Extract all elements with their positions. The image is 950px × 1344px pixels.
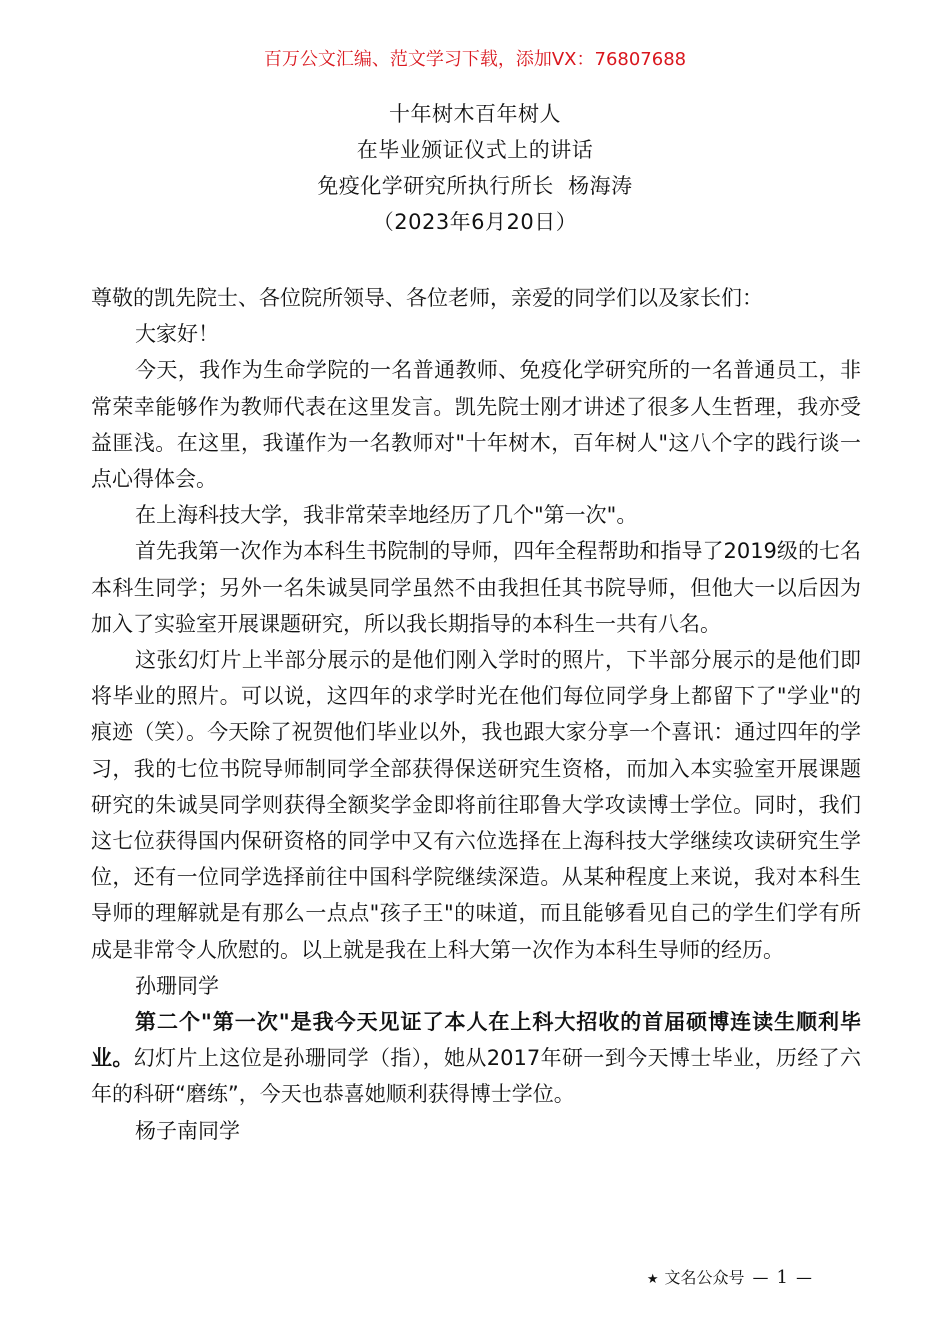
footer-source: 文名公众号 xyxy=(664,1268,745,1287)
star-icon: ★ xyxy=(646,1272,659,1287)
page-footer xyxy=(647,1266,820,1292)
speech-body xyxy=(91,280,861,1149)
paragraph-3: 首先我第一次作为本科生书院制的导师，四年全程帮助和指导了2019级的七名本科生同学；另外一名朱诚昊同学虽然不由我担任其书院导师，但他大一以后因为加入了实验室开展课题研究，所以我长期指导的本科生一共有八名。 xyxy=(91,539,861,636)
page-number: 1 xyxy=(776,1267,788,1288)
watermark-banner: 百万公文汇编、范文学习下载，添加VX：76807688 xyxy=(263,49,687,70)
section-label-yang: 杨子南同学 xyxy=(135,1118,240,1143)
speaker-line: 免疫化学研究所执行所长 杨海涛 xyxy=(317,174,633,198)
paragraph-2: 在上海科技大学，我非常荣幸地经历了几个"第一次"。 xyxy=(135,503,638,528)
speech-title: 十年树木百年树人 xyxy=(389,102,561,126)
paragraph-1: 今天，我作为生命学院的一名普通教师、免疫化学研究所的一名普通员工，非常荣幸能够作为教师代表在这里发言。凯先院士刚才讲述了很多人生哲理，我亦受益匪浅。在这里，我谨作为一名教师对"十年树木，百年树人"这八个字的践行谈一点心得体会。 xyxy=(91,358,861,492)
paragraph-5 xyxy=(91,1004,861,1113)
section-label-sun: 孙珊同学 xyxy=(135,973,219,998)
salutation: 尊敬的凯先院士、各位院所领导、各位老师，亲爱的同学们以及家长们： xyxy=(91,286,763,310)
title-block xyxy=(0,96,950,240)
paragraph-5-rest: 幻灯片上这位是孙珊同学（指），她从2017年研一到今天博士毕业，历经了六年的科研“磨练”，今天也恭喜她顺利获得博士学位。 xyxy=(91,1046,862,1107)
paragraph-4: 这张幻灯片上半部分展示的是他们刚入学时的照片，下半部分展示的是他们即将毕业的照片。可以说，这四年的求学时光在他们每位同学身上都留下了"学业"的痕迹（笑）。今天除了祝贺他们毕业以外，我也跟大家分享一个喜讯：通过四年的学习，我的七位书院导师制同学全部获得保送研究生资格，而加入本实验室开展课题研究的朱诚昊同学则获得全额奖学金即将前往耶鲁大学攻读博士学位。同时，我们这七位获得国内保研资格的同学中又有六位选择在上海科技大学继续攻读研究生学位，还有一位同学选择前往中国科学院继续深造。从某种程度上来说，我对本科生导师的理解就是有那么一点点"孩子王"的味道，而且能够看见自己的学生们学有所成是非常令人欣慰的。以上就是我在上科大第一次作为本科生导师的经历。 xyxy=(91,648,861,962)
speech-date: （2023年6月20日） xyxy=(372,210,578,234)
speech-subtitle: 在毕业颁证仪式上的讲话 xyxy=(356,138,594,162)
greeting: 大家好！ xyxy=(135,322,219,347)
footer-dash-right: — xyxy=(796,1268,812,1287)
footer-dash-left: — xyxy=(752,1268,769,1287)
paragraph-5-bold: 第二个"第一次"是我今天见证了本人在上科大招收的首届硕博连读生顺利毕业。 xyxy=(91,1010,861,1071)
